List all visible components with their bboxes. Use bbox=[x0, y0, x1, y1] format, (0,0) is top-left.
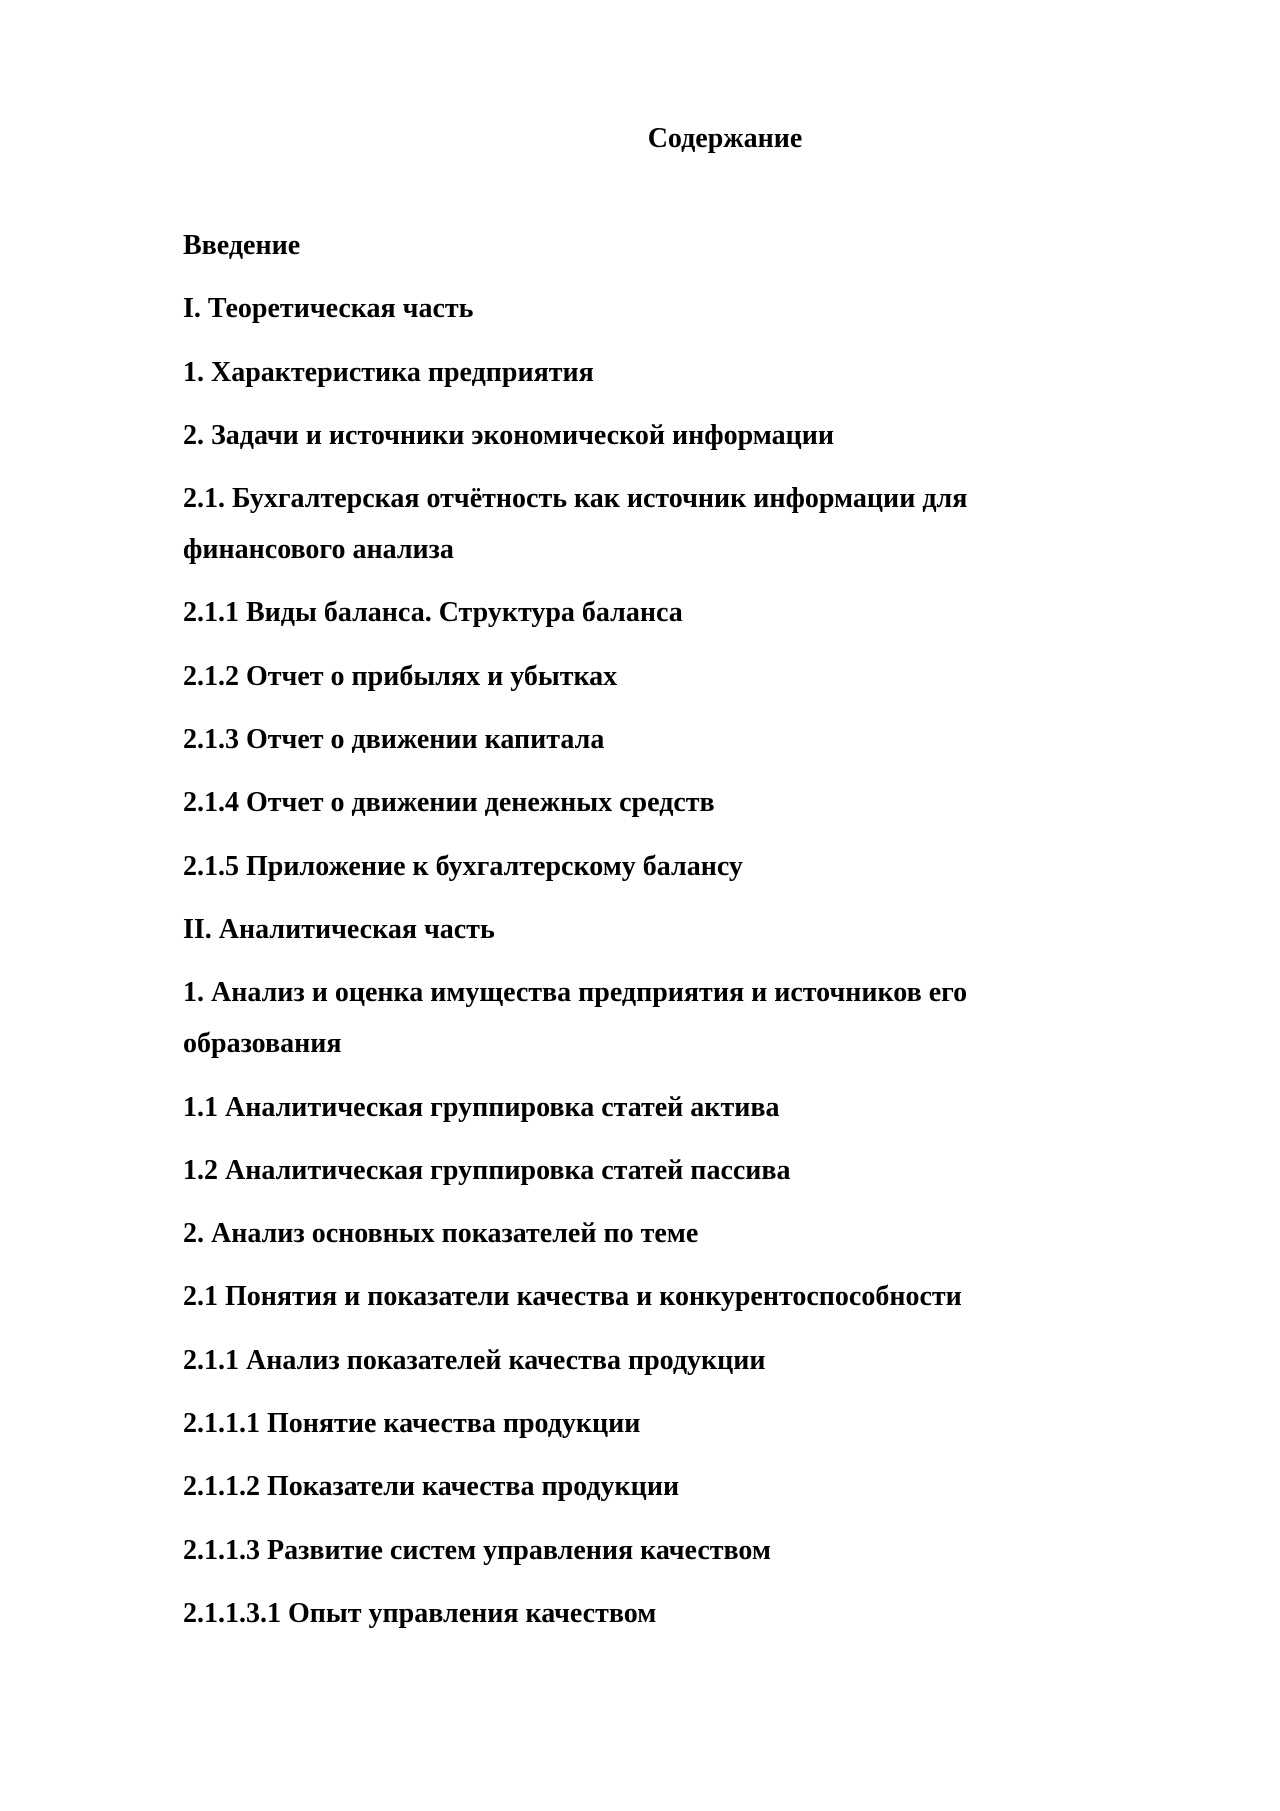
toc-entry: 2.1.1.1 Понятие качества продукции bbox=[183, 1408, 641, 1440]
toc-entry: II. Аналитическая часть bbox=[183, 913, 495, 945]
toc-entry: 2.1.1 Виды баланса. Структура баланса bbox=[183, 597, 683, 629]
toc-entry: 1. Анализ и оценка имущества предприятия и источников его образования bbox=[183, 977, 968, 1060]
toc-entry: 2.1.3 Отчет о движении капитала bbox=[183, 724, 605, 756]
toc-entry: 2.1.1.3 Развитие систем управления качеством bbox=[183, 1534, 771, 1566]
toc-entry: Введение bbox=[183, 230, 301, 261]
toc-entry: 2.1.1.2 Показатели качества продукции bbox=[183, 1471, 680, 1503]
toc-entry: 2.1.2 Отчет о прибылях и убытках bbox=[183, 660, 618, 692]
document-title: Содержание bbox=[647, 123, 803, 154]
toc-entry: 2. Анализ основных показателей по теме bbox=[183, 1218, 699, 1250]
toc-entry: 2. Задачи и источники экономической информации bbox=[183, 419, 835, 451]
table-of-contents bbox=[183, 220, 1083, 1651]
toc-entry: 2.1.5 Приложение к бухгалтерскому балансу bbox=[183, 850, 743, 882]
toc-entry: 1.1 Аналитическая группировка статей актива bbox=[183, 1091, 780, 1123]
toc-entry: 2.1.1 Анализ показателей качества продукции bbox=[183, 1344, 766, 1376]
toc-entry: I. Теоретическая часть bbox=[183, 293, 474, 325]
toc-entry: 2.1.4 Отчет о движении денежных средств bbox=[183, 787, 715, 819]
toc-entry: 1. Характеристика предприятия bbox=[183, 356, 594, 388]
toc-entry: 2.1. Бухгалтерская отчётность как источник информации для финансового анализа bbox=[183, 483, 968, 566]
toc-entry: 1.2 Аналитическая группировка статей пассива bbox=[183, 1154, 791, 1186]
toc-entry: 2.1 Понятия и показатели качества и конкурентоспособности bbox=[183, 1281, 962, 1313]
toc-entry: 2.1.1.3.1 Опыт управления качеством bbox=[183, 1597, 657, 1629]
